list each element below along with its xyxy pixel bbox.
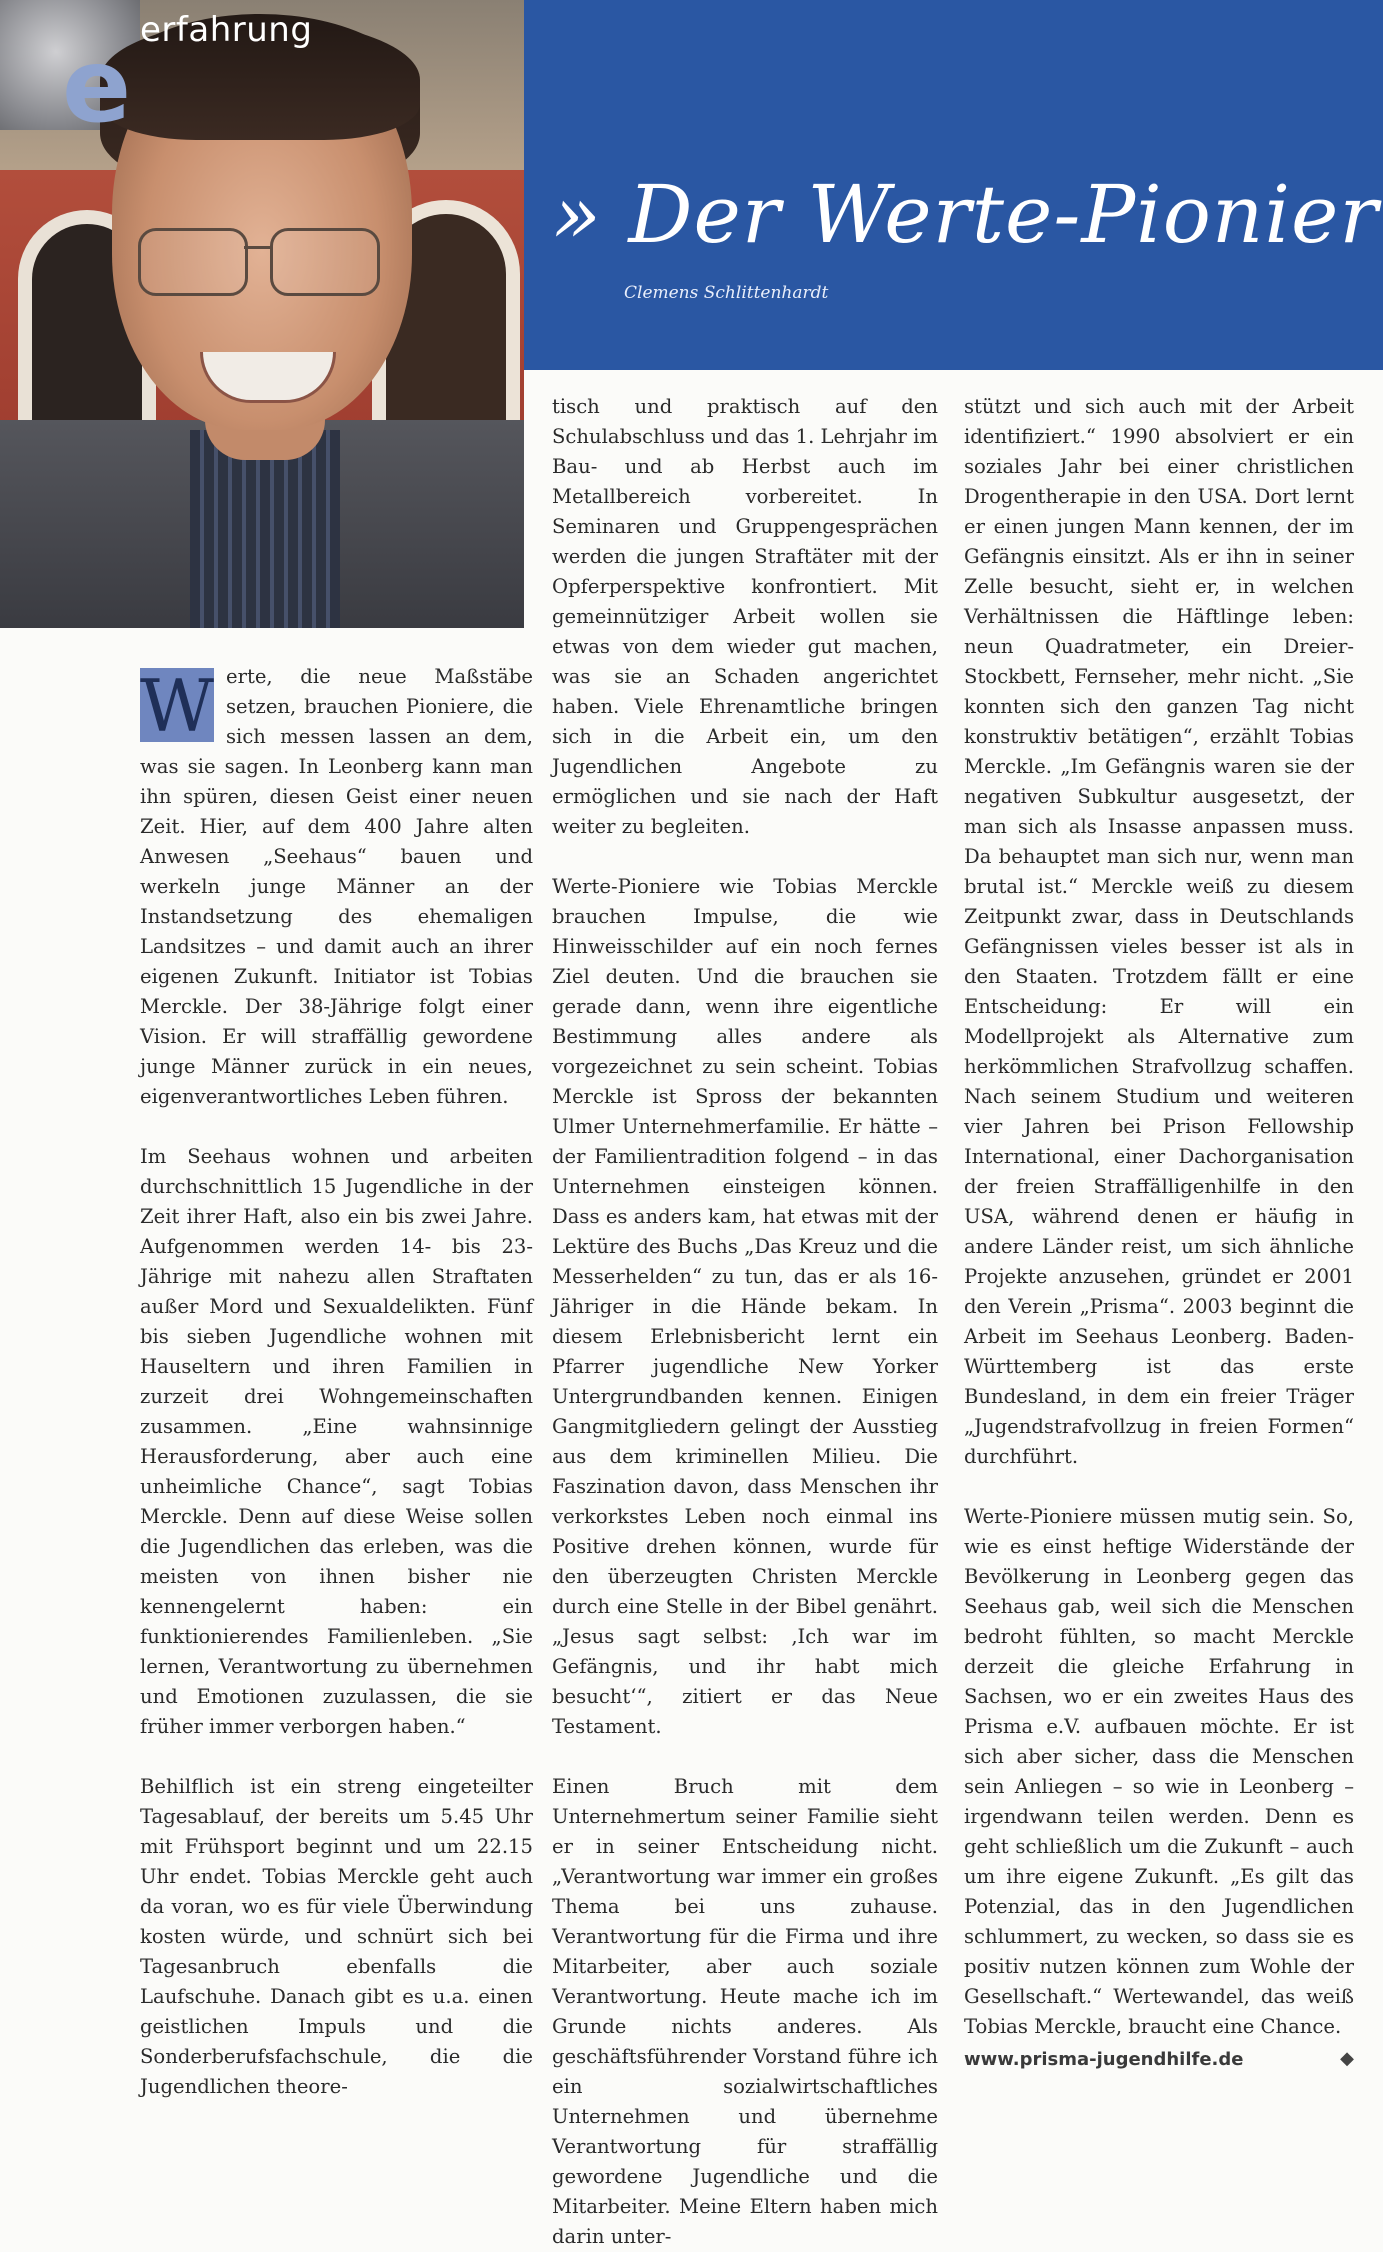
article-paragraph: tisch und praktisch auf den Schulabschluss und das 1. Lehrjahr im Bau- und ab Herbst auch im Metallbereich vorbereitet. In Seminaren und Gruppengesprächen werden die jungen Straftäter mit der Opferperspektive konfrontiert. Mit gemeinnütziger Arbeit wollen sie etwas von dem wieder gut machen, was sie an Schaden angerichtet haben. Viele Ehrenamtliche bringen sich in die Arbeit ein, um den Jugendlichen Angebote zu ermöglichen und sie nach der Haft weiter zu begleiten. [552,395,938,838]
paragraph-text: erte, die neue Maßstäbe setzen, brauchen Pioniere, die sich messen lassen an dem, was sie sagen. In Leonberg kann man ihn spüren, diesen Geist einer neuen Zeit. Hier, auf dem 400 Jahre alten Anwesen „Seehaus“ bauen und werkeln junge Männer an der Instandsetzung des ehemaligen Landsitzes – und damit auch an ihrer eigenen Zukunft. Initiator ist Tobias Merckle. Der 38-Jährige folgt einer Vision. Er will straffällig gewordene junge Männer zurück in ein neues, eigenverantwortliches Leben führen. [140,665,533,1108]
section-letter: e [62,27,132,146]
article-paragraph: Im Seehaus wohnen und arbeiten durchschnittlich 15 Jugendliche in der Zeit ihrer Haft, also ein bis zwei Jahre. Aufgenommen werden 14- bis 23-Jährige mit nahezu allen Straftaten außer Mord und Sexualdelikten. Fünf bis sieben Jugendliche wohnen mit Hauseltern und ihren Familien in zurzeit drei Wohngemeinschaften zusammen. „Eine wahnsinnige Herausforderung, aber auch eine unheimliche Chance“, sagt Tobias Merckle. Denn auf diese Weise sollen die Jugendlichen das erleben, was die meisten von ihnen bisher nie kennengelernt haben: ein funktionierendes Familienleben. „Sie lernen, Verantwortung zu übernehmen und Emotionen zuzulassen, die sie früher immer verborgen haben.“ [140,1145,533,1738]
article-paragraph [140,662,533,1112]
article-column-2 [552,392,938,2252]
article-column-1 [140,662,533,2102]
author-byline: Clemens Schlittenhardt [624,283,829,303]
article-paragraph: Behilflich ist ein streng eingeteilter Tagesablauf, der bereits um 5.45 Uhr mit Frühsport beginnt und um 22.15 Uhr endet. Tobias Merckle geht auch da voran, wo es für viele Überwindung kosten würde, und schnürt sich bei Tagesanbruch ebenfalls die Laufschuhe. Danach gibt es u.a. einen geistlichen Impuls und die Sonderberufsfachschule, die die Jugendlichen theore- [140,1775,533,2098]
drop-cap: W [140,664,215,748]
section-label: erfahrung [140,10,313,50]
article-paragraph: Werte-Pioniere wie Tobias Merckle brauchen Impulse, die wie Hinweisschilder auf ein noch fernes Ziel deuten. Und die brauchen sie gerade dann, wenn ihre eigentliche Bestimmung alles andere als vorgezeichnet zu sein scheint. Tobias Merckle ist Spross der bekannten Ulmer Unternehmerfamilie. Er hätte – der Familientradition folgend – in das Unternehmen einsteigen können. Dass es anders kam, hat etwas mit der Lektüre des Buchs „Das Kreuz und die Messerhelden“ zu tun, das er als 16-Jähriger in die Hände bekam. In diesem Erlebnisbericht lernt ein Pfarrer jugendliche New Yorker Untergrundbanden kennen. Einigen Gangmitgliedern gelingt der Ausstieg aus dem kriminellen Milieu. Die Faszination davon, dass Menschen ihr verkorkstes Leben noch einmal ins Positive drehen können, wurde für den überzeugten Christen Merckle durch eine Stelle in der Bibel genährt. „Jesus sagt selbst: ‚Ich war im Gefängnis, und ihr habt mich besucht‘“, zitiert er das Neue Testament. [552,875,938,1738]
article-paragraph: Einen Bruch mit dem Unternehmertum seiner Familie sieht er in seiner Entscheidung nicht. „Verantwortung war immer ein großes Thema bei uns zuhause. Verantwortung für die Firma und ihre Mitarbeiter, aber auch soziale Verantwortung. Heute mache ich im Grunde nichts anderes. Als geschäftsführender Vorstand führe ich ein sozialwirtschaftliches Unternehmen und übernehme Verantwortung für straffällig gewordene Jugendliche und die Mitarbeiter. Meine Eltern haben mich darin unter- [552,1775,938,2248]
article-footer [964,2044,1354,2075]
article-column-3 [964,392,1354,2075]
article-paragraph: stützt und sich auch mit der Arbeit identifiziert.“ 1990 absolviert er ein soziales Jahr bei einer christlichen Drogentherapie in den USA. Dort lernt er einen jungen Mann kennen, der im Gefängnis einsitzt. Als er ihn in seiner Zelle besucht, sieht er, in welchen Verhältnissen die Häftlinge leben: neun Quadratmeter, ein Dreier-Stockbett, Fernseher, mehr nicht. „Sie konnten sich den ganzen Tag nicht konstruktiv betätigen“, erzählt Tobias Merckle. „Im Gefängnis waren sie der negativen Subkultur ausgesetzt, der man sich als Insasse anpassen muss. Da behauptet man sich nur, wenn man brutal ist.“ Merckle weiß zu diesem Zeitpunkt zwar, dass in Deutschlands Gefängnissen vieles besser ist als in den Staaten. Trotzdem fällt er eine Entscheidung: Er will ein Modellprojekt als Alternative zum herkömmlichen Strafvollzug schaffen. Nach seinem Studium und weiteren vier Jahren bei Prison Fellowship International, einer Dachorganisation der freien Straffälligenhilfe in den USA, während denen er häufig in andere Länder reist, um sich ähnliche Projekte anzusehen, gründet er 2001 den Verein „Prisma“. 2003 beginnt die Arbeit im Seehaus Leonberg. Baden-Württemberg ist das erste Bundesland, in dem ein freier Träger „Jugendstrafvollzug in freien Formen“ durchführt. [964,395,1354,1468]
end-of-article-mark: ◆ [1340,2048,1354,2069]
article-paragraph: Werte-Pioniere müssen mutig sein. So, wie es einst heftige Widerstände der Bevölkerung in Leonberg gegen das Seehaus gab, weil sich die Menschen bedroht fühlten, so macht Merckle derzeit die gleiche Erfahrung in Sachsen, wo er ein zweites Haus des Prisma e.V. aufbauen möchte. Er ist sich aber sicher, dass die Menschen sein Anliegen – so wie in Leonberg – irgendwann teilen werden. Denn es geht schließlich um die Zukunft – auch um ihre eigene Zukunft. „Es gilt das Potenzial, das in den Jugendlichen schlummert, zu wecken, so dass sie es positiv nutzen können zum Wohle der Gesellschaft.“ Wertewandel, das weiß Tobias Merckle, braucht eine Chance. [964,1505,1354,2038]
website-link[interactable]: www.prisma-jugendhilfe.de [964,2049,1244,2070]
article-title: » Der Werte-Pionier [552,168,1379,261]
